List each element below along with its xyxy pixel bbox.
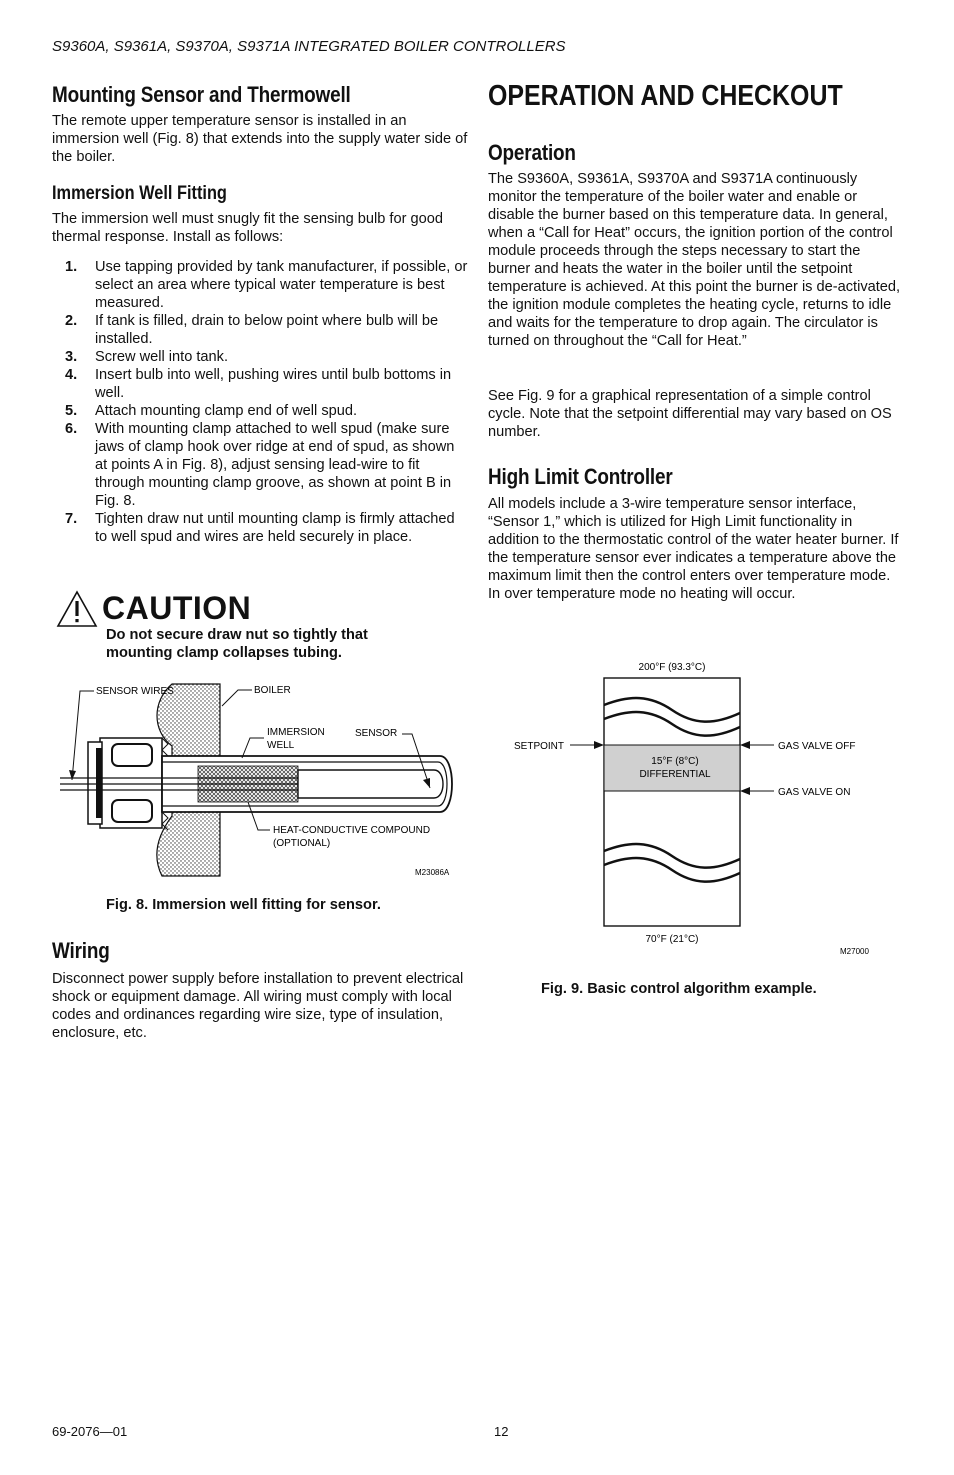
high-limit-heading: High Limit Controller	[488, 464, 673, 489]
install-steps	[52, 258, 470, 546]
immersion-heading: Immersion Well Fitting	[52, 183, 227, 204]
label-sensor: SENSOR	[355, 728, 398, 739]
label-setpoint: SETPOINT	[514, 741, 565, 752]
caution-line-1: Do not secure draw nut so tightly that	[106, 627, 368, 643]
list-item: 5. Attach mounting clamp end of well spud.	[65, 403, 358, 419]
high-limit-body: All models include a 3-wire temperature sensor interface, “Sensor 1,” which is utilized for High Limit functionality in addition to the thermostatic control of the water heater burner. If the temperature sensor ever indicates a temperature above the maximum limit then the control enters over temperature mode. In over temperature mode no heating will occur.	[488, 496, 899, 602]
differential-band	[604, 745, 740, 791]
warning-triangle-icon	[56, 590, 98, 628]
doc-number: 69-2076—01	[52, 1424, 128, 1439]
sensor-bulb	[298, 770, 443, 798]
fig8-caption: Fig. 8. Immersion well fitting for sensor.	[106, 897, 381, 913]
list-item: 2. If tank is filled, drain to below point where bulb will be installed.	[65, 313, 439, 347]
label-gas-valve-on: GAS VALVE ON	[778, 787, 851, 798]
mounting-heading: Mounting Sensor and Thermowell	[52, 82, 351, 107]
label-diff-2: DIFFERENTIAL	[639, 769, 711, 780]
operation-heading: Operation	[488, 140, 576, 165]
label-gas-valve-off: GAS VALVE OFF	[778, 741, 856, 752]
operation-body-1: The S9360A, S9361A, S9370A and S9371A continuously monitor the temperature of the boiler water and enable or disable the burner based on this temperature data. In general, when a “Call for Heat” occurs, the ignition portion of the control module proceeds through the steps necessary to start the burner and heats the water in the boiler until the setpoint temperature is achieved. At this point the burner is de-activated, the ignition module completes the heating cycle, returns to idle and waits for the temperature to drop again. The circulator is turned on throughout the “Call for Heat.”	[488, 171, 901, 349]
list-item: 3. Screw well into tank.	[65, 349, 229, 365]
fig8-code: M23086A	[415, 868, 450, 877]
label-immersion-2: WELL	[267, 740, 295, 751]
wiring-body: Disconnect power supply before installation to prevent electrical shock or equipment damage. All wiring must comply with local codes and ordinances regarding wire size, type of insulation, enclosure, etc.	[52, 971, 464, 1041]
page-header: S9360A, S9361A, S9370A, S9371A INTEGRATED BOILER CONTROLLERS	[52, 38, 566, 55]
label-sensor-wires: SENSOR WIRES	[96, 686, 174, 697]
fig9-code: M27000	[840, 947, 869, 956]
immersion-body: The immersion well must snugly fit the sensing bulb for good thermal response. Install as follows:	[52, 211, 443, 245]
label-top-temp: 200°F (93.3°C)	[638, 662, 706, 673]
label-bottom-temp: 70°F (21°C)	[645, 934, 699, 945]
label-immersion-1: IMMERSION	[267, 727, 325, 738]
operation-body-2: See Fig. 9 for a graphical representation of a simple control cycle. Note that the setpoint differential may vary based on OS number.	[488, 388, 892, 440]
fig9-caption: Fig. 9. Basic control algorithm example.	[541, 981, 817, 997]
page-number: 12	[494, 1424, 509, 1439]
mounting-body: The remote upper temperature sensor is installed in an immersion well (Fig. 8) that extends into the supply water side of the boiler.	[52, 113, 468, 165]
control-algorithm-diagram	[500, 655, 890, 960]
temperature-column	[604, 678, 740, 926]
wiring-heading: Wiring	[52, 938, 110, 963]
caution-line-2: mounting clamp collapses tubing.	[106, 645, 342, 661]
label-compound-1: HEAT-CONDUCTIVE COMPOUND	[273, 825, 431, 836]
label-boiler: BOILER	[254, 685, 291, 696]
list-item: 4. Insert bulb into well, pushing wires until bulb bottoms in well.	[65, 367, 452, 401]
list-item: 6. With mounting clamp attached to well spud (make sure jaws of clamp hook over ridge at end of spud, as shown at points A in Fig. 8), adjust sensing lead-wire to fit through mounting clamp groove, as shown at point B in Fig. 8.	[65, 421, 455, 509]
section-title: OPERATION AND CHECKOUT	[488, 80, 843, 112]
list-item: 7. Tighten draw nut until mounting clamp is firmly attached to well spud and wires are held securely in place.	[65, 511, 455, 545]
label-compound-2: (OPTIONAL)	[273, 838, 331, 849]
label-diff-1: 15°F (8°C)	[651, 756, 699, 767]
list-item: 1. Use tapping provided by tank manufacturer, if possible, or select an area where typical water temperature is best measured.	[65, 259, 468, 311]
caution-title: CAUTION	[102, 590, 252, 626]
immersion-well-diagram	[52, 676, 470, 886]
